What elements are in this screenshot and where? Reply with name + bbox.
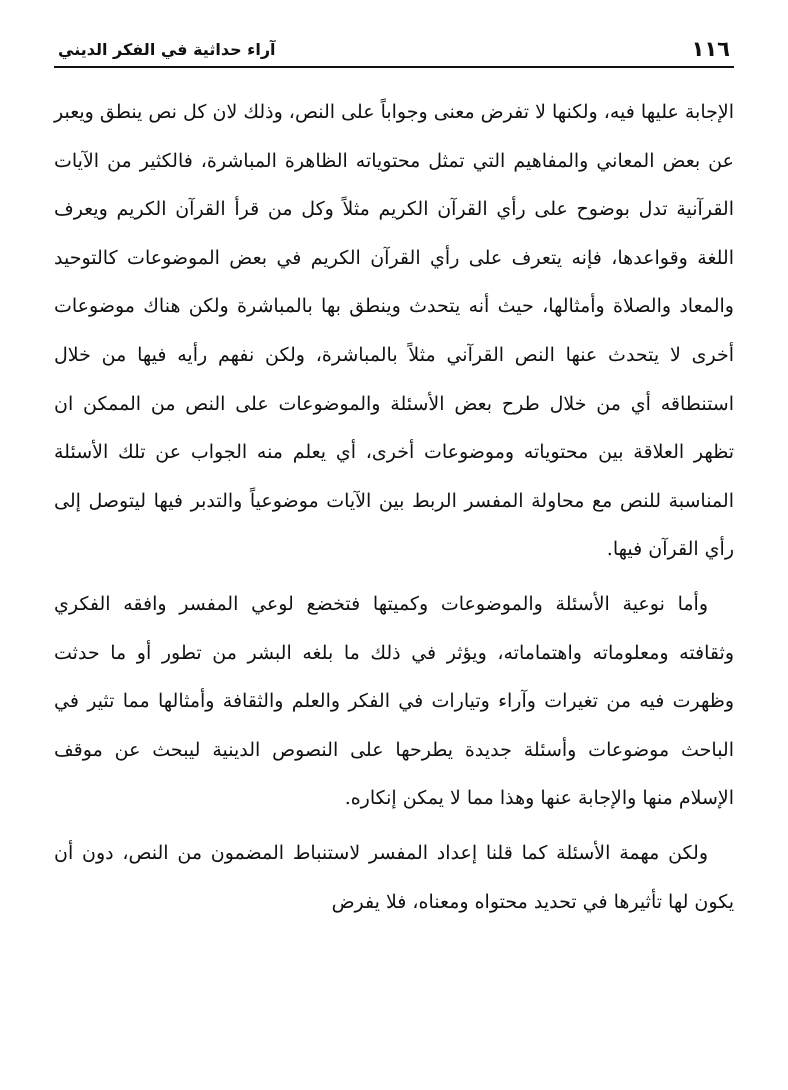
book-title: آراء حداثية في الفكر الديني — [58, 40, 276, 59]
paragraph-questions-role: ولكن مهمة الأسئلة كما قلنا إعداد المفسر لاستنباط المضمون من النص، دون أن يكون لها تأثيرها في تحديد محتواه ومعناه، فلا يفرض — [54, 841, 734, 913]
body-text — [54, 88, 734, 926]
book-page — [54, 28, 734, 1068]
paragraph-questions-nature: وأما نوعية الأسئلة والموضوعات وكميتها فتخضع لوعي المفسر وافقه الفكري وثقافته ومعلوماته واهتماماته، ويؤثر في ذلك ما بلغه البشر من تطور أو ما حدثت وظهرت فيه من تغيرات وآراء وتيارات في الفكر والعلم والثقافة وأمثالها مما تثير في الباحث موضوعات وأسئلة جديدة يطرحها على النصوص الدينية ليبحث عن موقف الإسلام منها والإجابة عنها وهذا مما لا يمكن إنكاره. — [54, 592, 734, 810]
page-number: ١١٦ — [691, 37, 730, 61]
paragraph-continuation: الإجابة عليها فيه، ولكنها لا تفرض معنى وجواباً على النص، وذلك لان كل نص ينطق ويعبر عن بعض المعاني والمفاهيم التي تمثل محتوياته الظاهرة المباشرة، فالكثير من الآيات القرآنية تدل بوضوح على رأي القرآن الكريم مثلاً وكل من قرأ القرآن الكريم ويعرف اللغة وقواعدها، فإنه يتعرف على رأي القرآن الكريم في بعض الموضوعات كالتوحيد والمعاد والصلاة وأمثالها، حيث أنه يتحدث وينطق بها بالمباشرة ولكن هناك موضوعات أخرى لا يتحدث عنها النص القرآني مثلاً بالمباشرة، ولكن نفهم رأيه فيها من خلال استنطاقه أي من خلال طرح بعض الأسئلة والموضوعات على النص من الممكن ان تظهر العلاقة بين محتوياته وموضوعات أخرى، أي يعلم منه الجواب عن تلك الأسئلة المناسبة للنص مع محاولة المفسر الربط بين الآيات موضوعياً والتدبر فيها ليتوصل إلى رأي القرآن فيها. — [54, 101, 734, 561]
running-header — [54, 28, 734, 68]
